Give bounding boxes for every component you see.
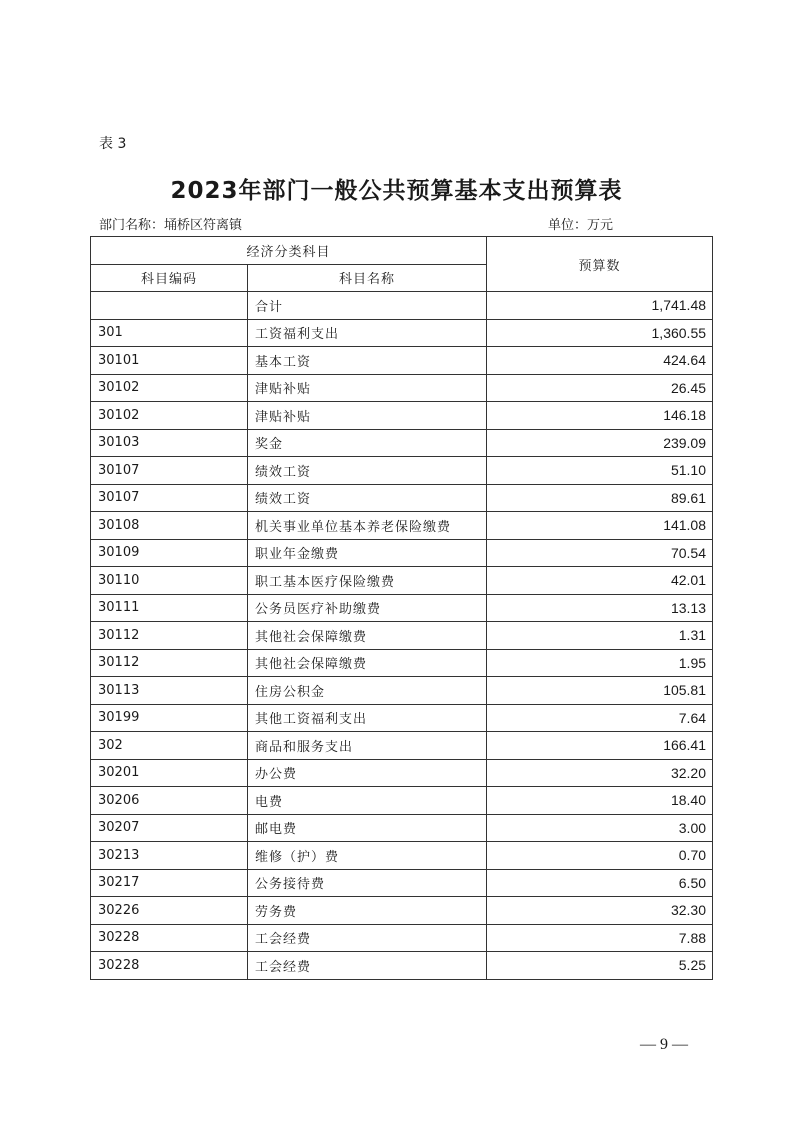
cell-budget-amount: 13.13 xyxy=(487,594,713,622)
cell-subject-name: 职业年金缴费 xyxy=(248,539,487,567)
cell-subject-code: 30112 xyxy=(91,649,248,677)
cell-subject-name: 奖金 xyxy=(248,429,487,457)
cell-subject-code: 30206 xyxy=(91,787,248,815)
table-row xyxy=(91,594,713,622)
cell-subject-code: 30213 xyxy=(91,842,248,870)
cell-subject-code: 30102 xyxy=(91,402,248,430)
cell-subject-code: 30110 xyxy=(91,567,248,595)
cell-subject-name: 工会经费 xyxy=(248,924,487,952)
cell-subject-code: 30207 xyxy=(91,814,248,842)
table-row xyxy=(91,567,713,595)
cell-subject-name: 合计 xyxy=(248,292,487,320)
cell-budget-amount: 424.64 xyxy=(487,347,713,375)
cell-subject-code: 30217 xyxy=(91,869,248,897)
page-title: 2023年部门一般公共预算基本支出预算表 xyxy=(170,178,623,204)
cell-subject-code: 30108 xyxy=(91,512,248,540)
cell-subject-code: 302 xyxy=(91,732,248,760)
header-budget-amount: 预算数 xyxy=(487,237,713,292)
table-row xyxy=(91,402,713,430)
cell-subject-name: 公务员医疗补助缴费 xyxy=(248,594,487,622)
cell-subject-name: 其他社会保障缴费 xyxy=(248,622,487,650)
table-row xyxy=(91,512,713,540)
cell-budget-amount: 0.70 xyxy=(487,842,713,870)
header-subject-name: 科目名称 xyxy=(248,264,487,292)
table-row xyxy=(91,319,713,347)
header-economic-classification: 经济分类科目 xyxy=(91,237,487,265)
cell-budget-amount: 1,360.55 xyxy=(487,319,713,347)
cell-subject-name: 邮电费 xyxy=(248,814,487,842)
table-row xyxy=(91,429,713,457)
cell-subject-name: 住房公积金 xyxy=(248,677,487,705)
cell-budget-amount: 42.01 xyxy=(487,567,713,595)
cell-budget-amount: 3.00 xyxy=(487,814,713,842)
cell-subject-name: 津贴补贴 xyxy=(248,402,487,430)
table-row xyxy=(91,924,713,952)
cell-subject-name: 其他工资福利支出 xyxy=(248,704,487,732)
cell-subject-code: 30201 xyxy=(91,759,248,787)
table-row xyxy=(91,842,713,870)
cell-subject-name: 绩效工资 xyxy=(248,484,487,512)
table-row xyxy=(91,292,713,320)
cell-subject-name: 工会经费 xyxy=(248,952,487,980)
cell-subject-name: 公务接待费 xyxy=(248,869,487,897)
table-row xyxy=(91,622,713,650)
cell-subject-code: 30228 xyxy=(91,924,248,952)
cell-subject-name: 绩效工资 xyxy=(248,457,487,485)
cell-subject-code: 30107 xyxy=(91,484,248,512)
cell-budget-amount: 239.09 xyxy=(487,429,713,457)
cell-subject-name: 劳务费 xyxy=(248,897,487,925)
cell-subject-name: 商品和服务支出 xyxy=(248,732,487,760)
cell-budget-amount: 70.54 xyxy=(487,539,713,567)
cell-subject-name: 津贴补贴 xyxy=(248,374,487,402)
table-row xyxy=(91,704,713,732)
cell-budget-amount: 32.20 xyxy=(487,759,713,787)
cell-budget-amount: 105.81 xyxy=(487,677,713,705)
cell-budget-amount: 141.08 xyxy=(487,512,713,540)
cell-subject-code xyxy=(91,292,248,320)
budget-table xyxy=(90,236,713,980)
cell-subject-code: 301 xyxy=(91,319,248,347)
table-row xyxy=(91,869,713,897)
table-row xyxy=(91,539,713,567)
cell-budget-amount: 1.95 xyxy=(487,649,713,677)
cell-budget-amount: 1,741.48 xyxy=(487,292,713,320)
table-row xyxy=(91,814,713,842)
header-row-group xyxy=(91,237,713,265)
cell-budget-amount: 5.25 xyxy=(487,952,713,980)
cell-budget-amount: 26.45 xyxy=(487,374,713,402)
table-row xyxy=(91,897,713,925)
cell-subject-name: 维修（护）费 xyxy=(248,842,487,870)
cell-subject-code: 30101 xyxy=(91,347,248,375)
cell-subject-name: 基本工资 xyxy=(248,347,487,375)
cell-budget-amount: 146.18 xyxy=(487,402,713,430)
cell-budget-amount: 89.61 xyxy=(487,484,713,512)
cell-subject-code: 30113 xyxy=(91,677,248,705)
cell-subject-code: 30228 xyxy=(91,952,248,980)
table-row xyxy=(91,457,713,485)
cell-subject-code: 30107 xyxy=(91,457,248,485)
cell-budget-amount: 7.88 xyxy=(487,924,713,952)
cell-subject-code: 30112 xyxy=(91,622,248,650)
cell-budget-amount: 1.31 xyxy=(487,622,713,650)
cell-budget-amount: 51.10 xyxy=(487,457,713,485)
cell-budget-amount: 32.30 xyxy=(487,897,713,925)
cell-subject-code: 30102 xyxy=(91,374,248,402)
cell-subject-name: 职工基本医疗保险缴费 xyxy=(248,567,487,595)
cell-subject-code: 30109 xyxy=(91,539,248,567)
cell-subject-name: 其他社会保障缴费 xyxy=(248,649,487,677)
cell-budget-amount: 166.41 xyxy=(487,732,713,760)
table-row xyxy=(91,677,713,705)
table-number: 表 3 xyxy=(99,136,127,152)
unit-label: 单位：万元 xyxy=(548,218,614,233)
cell-subject-code: 30226 xyxy=(91,897,248,925)
table-row xyxy=(91,787,713,815)
table-row xyxy=(91,952,713,980)
department-label: 部门名称：埇桥区符离镇 xyxy=(99,218,243,233)
cell-subject-code: 30199 xyxy=(91,704,248,732)
header-subject-code: 科目编码 xyxy=(91,264,248,292)
table-row xyxy=(91,347,713,375)
table-row xyxy=(91,374,713,402)
table-row xyxy=(91,649,713,677)
cell-subject-code: 30103 xyxy=(91,429,248,457)
cell-subject-name: 工资福利支出 xyxy=(248,319,487,347)
table-row xyxy=(91,759,713,787)
cell-budget-amount: 18.40 xyxy=(487,787,713,815)
cell-budget-amount: 6.50 xyxy=(487,869,713,897)
cell-subject-name: 机关事业单位基本养老保险缴费 xyxy=(248,512,487,540)
table-row xyxy=(91,484,713,512)
table-row xyxy=(91,732,713,760)
cell-subject-name: 电费 xyxy=(248,787,487,815)
page-number: — 9 — xyxy=(640,1036,688,1053)
cell-subject-name: 办公费 xyxy=(248,759,487,787)
cell-budget-amount: 7.64 xyxy=(487,704,713,732)
cell-subject-code: 30111 xyxy=(91,594,248,622)
